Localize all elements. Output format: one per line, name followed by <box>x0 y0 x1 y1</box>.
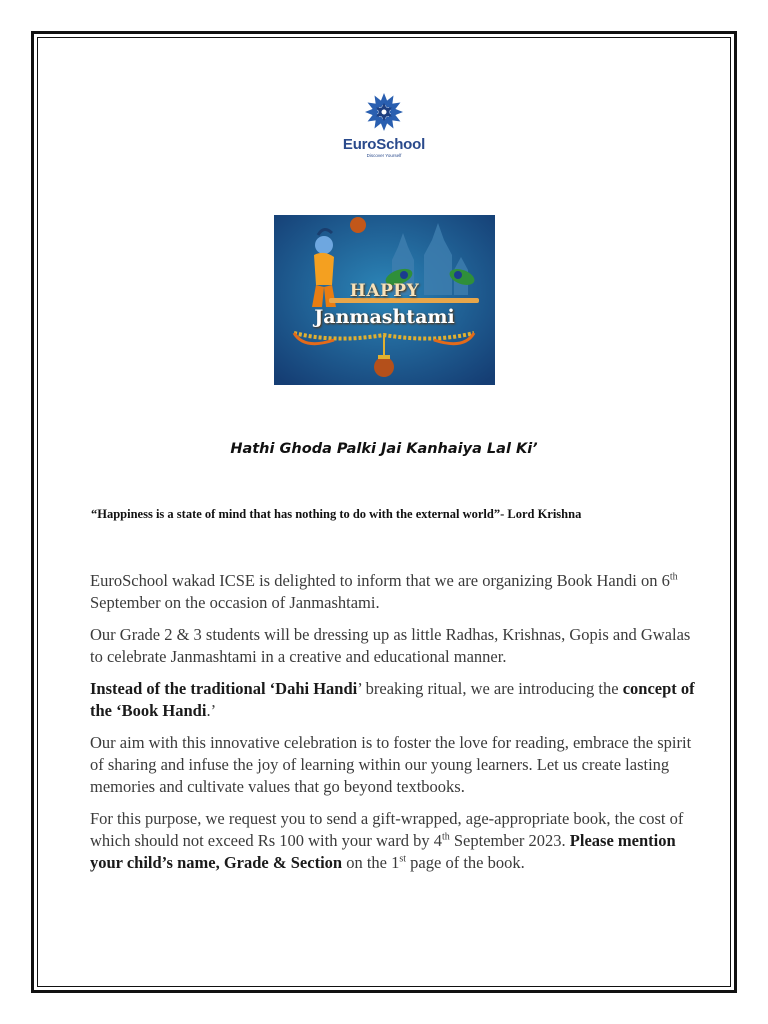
banner-janmashtami-text: Janmashtami <box>314 306 455 328</box>
tagline: Hathi Ghoda Palki Jai Kanhaiya Lal Ki’ <box>230 441 538 457</box>
p5-bold: Please mention your child’s name, Grade & Section <box>90 831 676 872</box>
euroschool-logo <box>334 90 434 158</box>
p5-sup-1: th <box>441 831 450 843</box>
logo-name: EuroSchool <box>342 136 426 153</box>
p1-text-a: EuroSchool wakad ICSE is delighted to inform that we are organizing Book Handi on 6 <box>90 571 670 590</box>
flower-logo-icon <box>362 90 406 134</box>
p1-text-b: September on the occasion of Janmashtami. <box>90 593 380 612</box>
p1-sup: th <box>669 571 678 583</box>
p5-text-a: For this purpose, we request you to send a gift-wrapped, age-appropriate book, the cost of which should not exceed Rs 100 with your ward by 4 <box>90 809 684 850</box>
p3-bold-1: Instead of the traditional ‘Dahi Handi <box>90 679 358 698</box>
banner-happy-text: HAPPY <box>349 281 420 301</box>
paragraph-2: Our Grade 2 & 3 students will be dressing up as little Radhas, Krishnas, Gopis and Gwalas to celebrate Janmashtami in a creative and educational manner. <box>90 625 691 666</box>
paragraph-4: Our aim with this innovative celebration is to foster the love for reading, embrace the spirit of sharing and infuse the joy of learning within our young learners. Let us create lasting memories and cultivate values that go beyond textbooks. <box>90 733 692 796</box>
paragraph-3 <box>90 678 700 722</box>
janmashtami-banner <box>274 215 495 385</box>
p5-text-c: on the 1 <box>342 853 400 872</box>
p5-text-b: September 2023. <box>449 831 570 850</box>
p3-text-1: ’ breaking ritual, we are introducing the <box>357 679 623 698</box>
p5-text-d: page of the book. <box>406 853 525 872</box>
logo-tagline: Discover Yourself <box>366 153 402 158</box>
p3-bold-2: concept of the ‘Book Handi <box>90 679 695 720</box>
p5-sup-2: st <box>399 853 407 865</box>
krishna-quote: “Happiness is a state of mind that has nothing to do with the external world”- Lord Krishna <box>91 507 582 521</box>
p3-text-2: .’ <box>206 701 217 720</box>
paragraph-1 <box>90 570 700 614</box>
paragraph-5 <box>90 808 700 874</box>
letter-body <box>90 570 700 884</box>
